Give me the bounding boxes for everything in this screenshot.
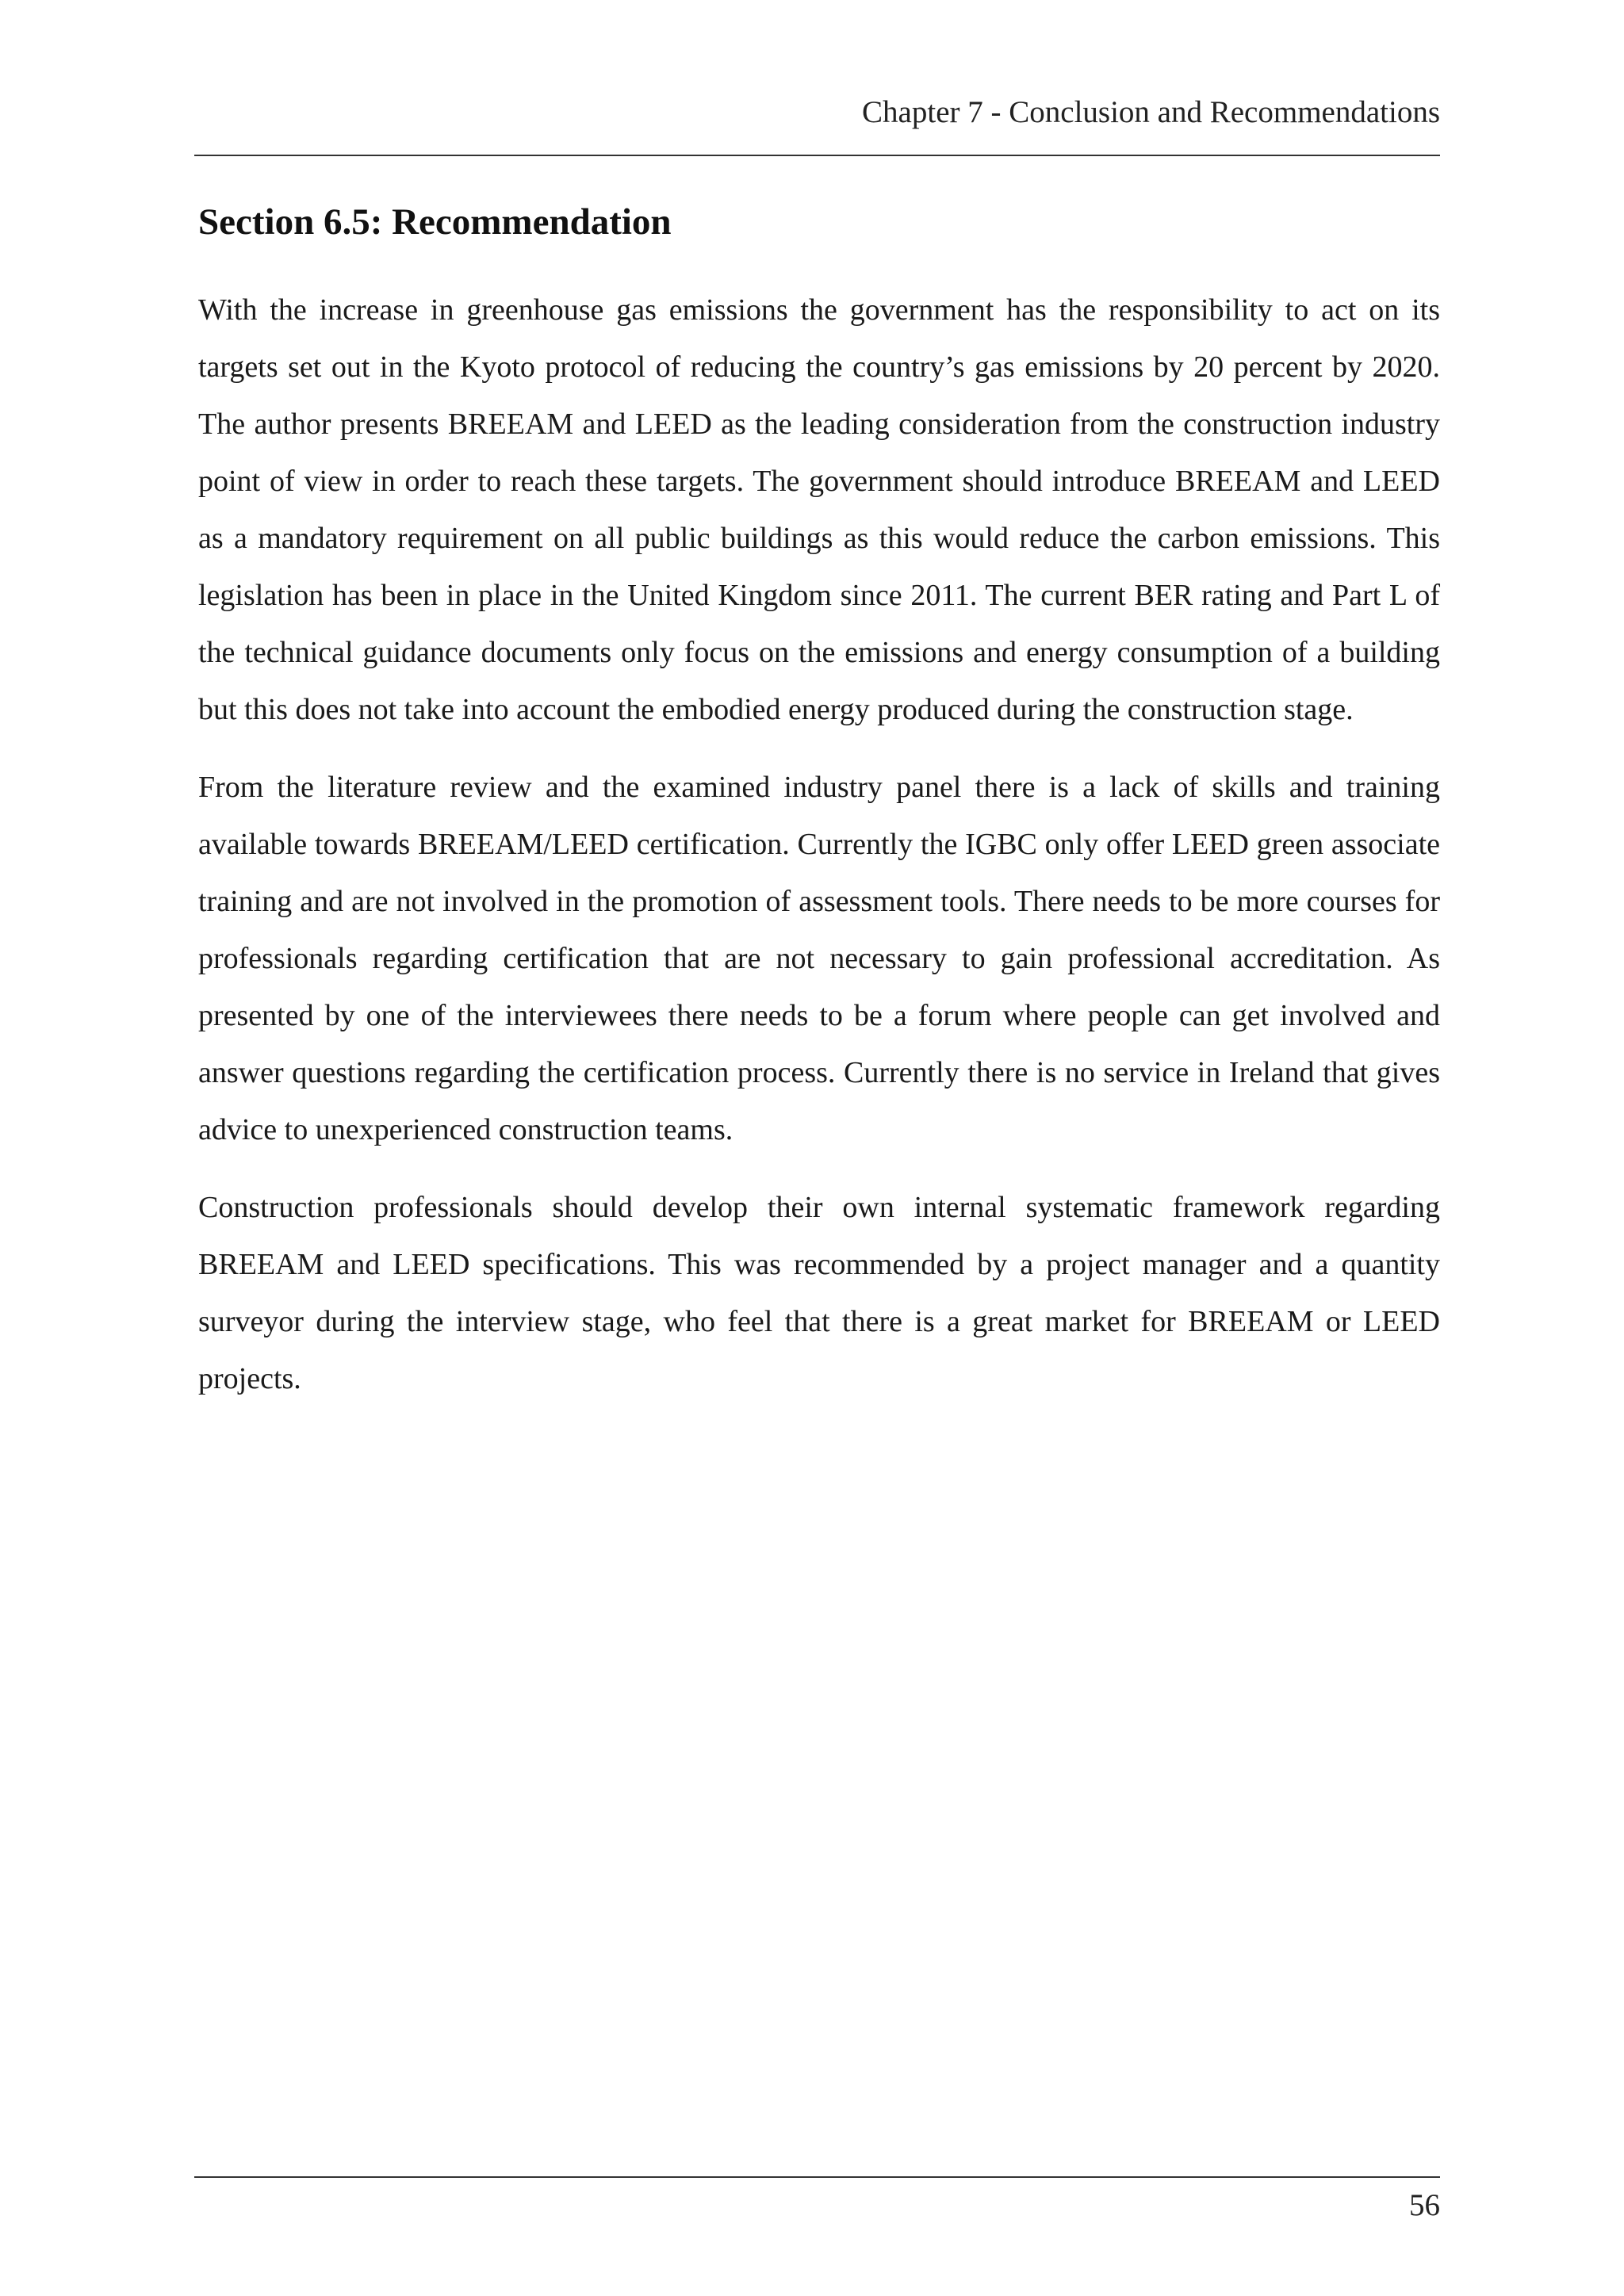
footer-rule xyxy=(194,2176,1440,2178)
page-number: 56 xyxy=(1409,2188,1440,2222)
page-body xyxy=(198,190,1440,1407)
paragraph-2: From the literature review and the examined industry panel there is a lack of skills and training available towards BREEAM/LEED certification. Currently the IGBC only offer LEED green associate training and are not involved in the promotion of assessment tools. There needs to be more courses for professionals regarding certification that are not necessary to gain professional accreditation. As presented by one of the interviewees there needs to be a forum where people can get involved and answer questions regarding the certification process. Currently there is no service in Ireland that gives advice to unexperienced construction teams. xyxy=(198,771,1440,1146)
paragraph-1: With the increase in greenhouse gas emissions the government has the responsibility to act on its targets set out in the Kyoto protocol of reducing the country’s gas emissions by 20 percent by 2020. The author presents BREEAM and LEED as the leading consideration from the construction industry point of view in order to reach these targets. The government should introduce BREEAM and LEED as a mandatory requirement on all public buildings as this would reduce the carbon emissions. This legislation has been in place in the United Kingdom since 2011. The current BER rating and Part L of the technical guidance documents only focus on the emissions and energy consumption of a building but this does not take into account the embodied energy produced during the construction stage. xyxy=(198,293,1440,726)
paragraph-3: Construction professionals should develop their own internal systematic framework regarding BREEAM and LEED specifications. This was recommended by a project manager and a quantity surveyor during the interview stage, who feel that there is a great market for BREEAM or LEED projects. xyxy=(198,1191,1440,1395)
section-heading: Section 6.5: Recommendation xyxy=(198,201,672,243)
running-header: Chapter 7 - Conclusion and Recommendations xyxy=(862,95,1440,129)
header-rule xyxy=(194,155,1440,156)
